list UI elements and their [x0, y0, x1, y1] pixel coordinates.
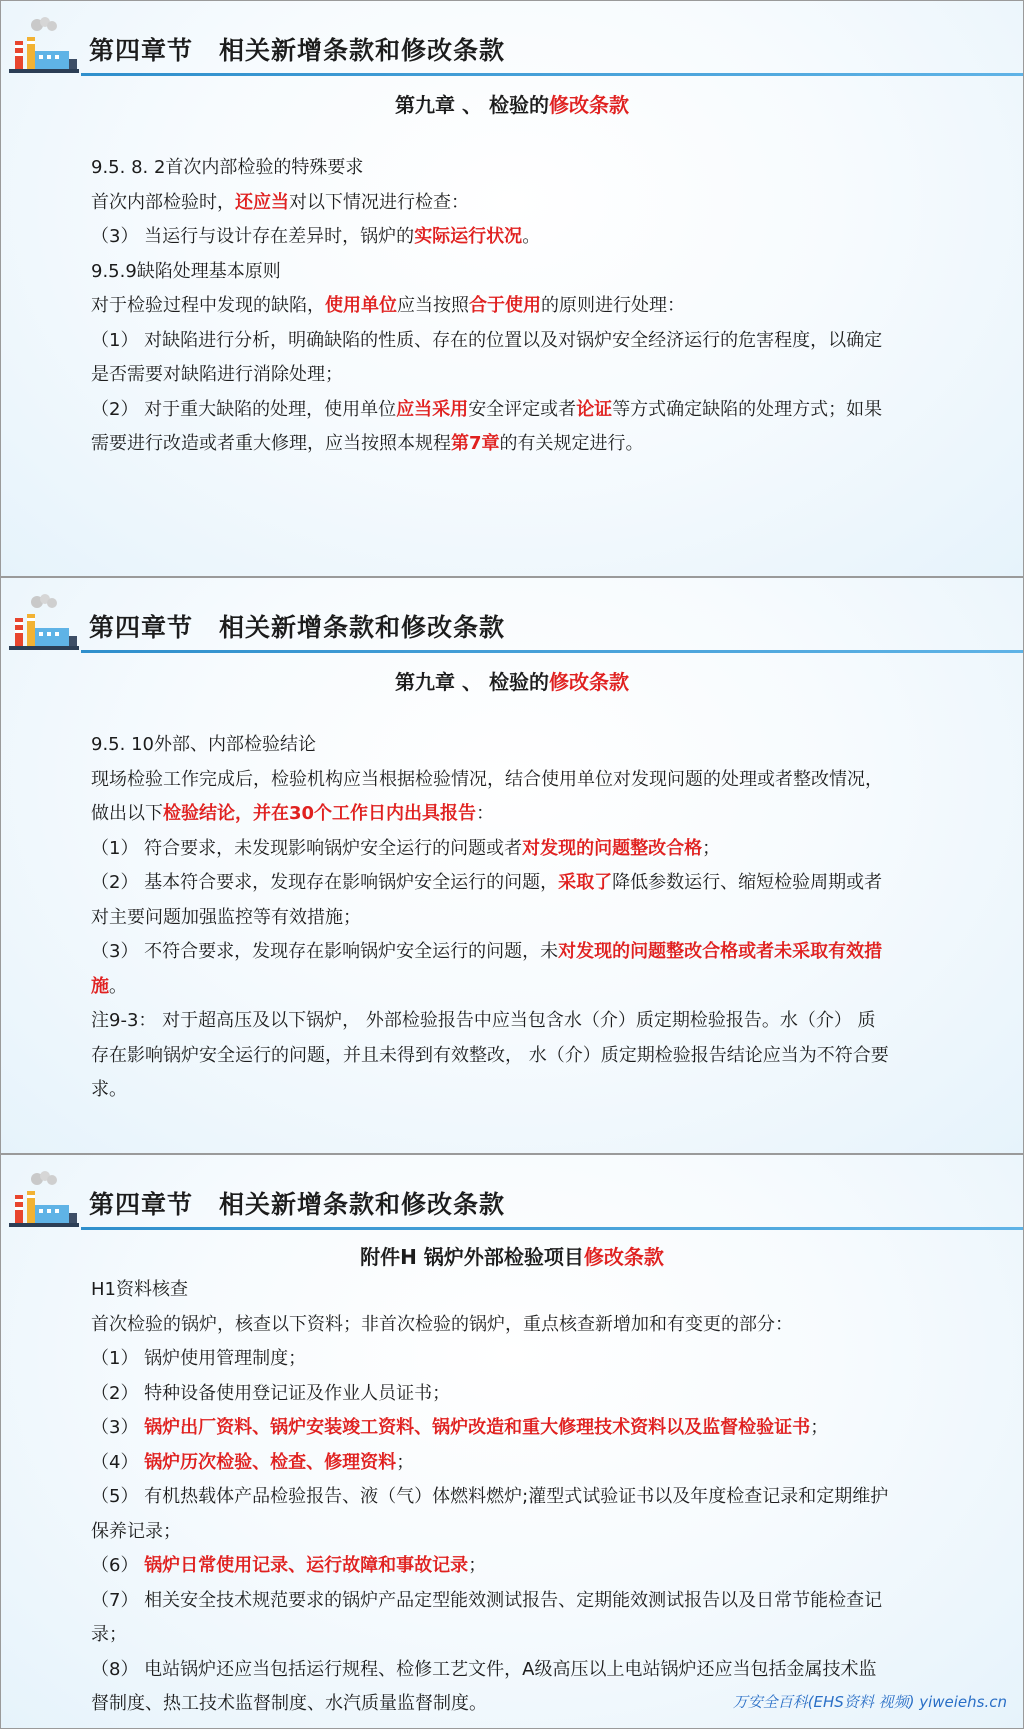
text-line — [91, 393, 941, 428]
text-line — [91, 427, 941, 462]
text-segment: H1资料核查 — [91, 1279, 188, 1300]
highlighted-text: 对发现的问题整改合格 — [522, 837, 703, 859]
watermark: 万安全百科(EHS资料 视频) yiweiehs.cn — [732, 1693, 1007, 1711]
highlighted-text: 应当采用 — [396, 398, 469, 420]
text-line — [91, 1584, 941, 1619]
text-segment: 现场检验工作完成后，检验机构应当根据检验情况，结合使用单位对发现问题的处理或者整改情况， — [91, 768, 883, 790]
text-segment: （1） 锅炉使用管理制度； — [91, 1348, 307, 1369]
text-segment: 9.5. 8. 2首次内部检验的特殊要求 — [91, 157, 364, 178]
header-divider — [81, 650, 1023, 653]
section-title: 第四章节 相关新增条款和修改条款 — [89, 1190, 506, 1219]
text-segment: 9.5.9缺陷处理基本原则 — [91, 260, 281, 282]
highlighted-text: 锅炉出厂资料、锅炉安装竣工资料、锅炉改造和重大修理技术资料以及监督检验证书 — [144, 1417, 811, 1438]
text-line — [91, 728, 941, 763]
section-title: 第四章节 相关新增条款和修改条款 — [89, 613, 506, 642]
text-line — [91, 1273, 941, 1308]
highlighted-text: 锅炉历次检验、检查、修理资料 — [144, 1451, 397, 1473]
text-segment: 首次检验的锅炉，核查以下资料；非首次检验的锅炉，重点核查新增加和有变更的部分： — [91, 1313, 793, 1335]
slide-3 — [0, 1154, 1024, 1729]
text-segment: 录； — [91, 1624, 127, 1645]
text-segment: 求。 — [91, 1079, 127, 1100]
text-segment: ； — [396, 1451, 415, 1473]
text-segment: （3） 不符合要求，发现存在影响锅炉安全运行的问题，未 — [91, 941, 559, 962]
text-line — [91, 1549, 941, 1584]
text-segment: 是否需要对缺陷进行消除处理； — [91, 364, 343, 385]
text-segment: （2） 对于重大缺陷的处理，使用单位 — [91, 398, 397, 420]
highlighted-text: 第7章 — [451, 433, 500, 454]
text-line — [91, 1515, 941, 1550]
text-segment: 的原则进行处理： — [541, 295, 685, 316]
text-line — [91, 832, 941, 867]
text-segment: 注9-3： 对于超高压及以下锅炉， 外部检验报告中应当包含水（介）质定期检验报告。水（介） 质 — [91, 1010, 876, 1031]
text-segment: 做出以下 — [91, 803, 163, 824]
slide-1 — [0, 0, 1024, 577]
text-line — [91, 1480, 941, 1515]
text-line — [91, 1411, 941, 1446]
text-segment: 对以下情况进行检查： — [289, 191, 469, 213]
header-divider — [81, 73, 1023, 76]
highlighted-text: 采取了 — [558, 872, 613, 893]
text-segment: （2） 特种设备使用登记证及作业人员证书； — [91, 1382, 451, 1404]
text-segment: （5） 有机热载体产品检验报告、液（气）体燃料燃炉;灌型式试验证书以及年度检查记录和定期维护 — [91, 1486, 889, 1507]
text-segment: ； — [810, 1417, 829, 1438]
text-line — [91, 1308, 941, 1343]
text-segment: 等方式确定缺陷的处理方式；如果 — [612, 398, 883, 420]
text-line — [91, 866, 941, 901]
factory-logo-icon — [7, 15, 79, 77]
text-line — [91, 797, 941, 832]
highlighted-text: 还应当 — [235, 191, 289, 213]
text-segment: （4） — [91, 1451, 145, 1473]
text-line — [91, 901, 941, 936]
text-segment: （1） 符合要求，未发现影响锅炉安全运行的问题或者 — [91, 837, 523, 859]
text-line — [91, 151, 941, 186]
highlighted-text: 检验结论，并在30个工作日内出具报告 — [163, 803, 477, 824]
text-line — [91, 1073, 941, 1108]
slide-body — [91, 1273, 941, 1722]
text-line — [91, 358, 941, 393]
text-segment: 对主要问题加强监控等有效措施； — [91, 906, 361, 928]
text-line — [91, 935, 941, 970]
text-line — [91, 289, 941, 324]
highlighted-text: 施 — [91, 975, 109, 997]
text-segment: （2） 基本符合要求，发现存在影响锅炉安全运行的问题， — [91, 872, 559, 893]
highlighted-text: 使用单位 — [325, 295, 397, 316]
text-segment: 督制度、热工技术监督制度、水汽质量监督制度。 — [91, 1693, 487, 1714]
section-title: 第四章节 相关新增条款和修改条款 — [89, 36, 506, 65]
text-segment: 存在影响锅炉安全运行的问题，并且未得到有效整改， 水（介）质定期检验报告结论应当为不符合要 — [91, 1044, 889, 1066]
highlighted-text: 对发现的问题整改合格或者未采取有效措 — [558, 941, 883, 962]
text-segment: 需要进行改造或者重大修理，应当按照本规程 — [91, 433, 451, 454]
text-line — [91, 220, 941, 255]
text-segment: 9.5. 10外部、内部检验结论 — [91, 734, 316, 755]
text-segment: （1） 对缺陷进行分析，明确缺陷的性质、存在的位置以及对锅炉安全经济运行的危害程度，以确定 — [91, 329, 883, 351]
text-segment: 保养记录； — [91, 1520, 181, 1542]
text-line — [91, 324, 941, 359]
text-line — [91, 255, 941, 290]
highlighted-text: 实际运行状况 — [414, 226, 523, 247]
text-segment: 安全评定或者 — [468, 398, 577, 420]
text-segment: ： — [476, 803, 495, 824]
text-segment: 的有关规定进行。 — [499, 433, 644, 454]
text-segment: （3） — [91, 1417, 145, 1438]
text-segment: （8） 电站锅炉还应当包括运行规程、检修工艺文件，A级高压以上电站锅炉还应当包括金属技术监 — [91, 1658, 877, 1680]
slide-body — [91, 151, 941, 462]
text-line — [91, 1039, 941, 1074]
text-line — [91, 186, 941, 221]
header-divider — [81, 1227, 1023, 1230]
text-line — [91, 1377, 941, 1412]
text-line — [91, 1618, 941, 1653]
text-segment: （7） 相关安全技术规范要求的锅炉产品定型能效测试报告、定期能效测试报告以及日常节能检查记 — [91, 1589, 883, 1611]
text-segment: 首次内部检验时， — [91, 191, 235, 213]
slide-subtitle: 第九章 、 检验的修改条款 — [395, 93, 629, 117]
slide-subtitle: 附件H 锅炉外部检验项目修改条款 — [360, 1245, 664, 1269]
text-segment: 。 — [109, 975, 127, 997]
highlighted-text: 锅炉日常使用记录、运行故障和事故记录 — [144, 1555, 469, 1576]
text-line — [91, 1342, 941, 1377]
text-segment: 应当按照 — [397, 295, 469, 316]
factory-logo-icon — [7, 592, 79, 654]
text-segment: 对于检验过程中发现的缺陷， — [91, 295, 325, 316]
text-segment: （6） — [91, 1555, 145, 1576]
highlighted-text: 论证 — [576, 398, 613, 420]
text-line — [91, 1004, 941, 1039]
text-segment: （3） 当运行与设计存在差异时，锅炉的 — [91, 226, 415, 247]
factory-logo-icon — [7, 1169, 79, 1231]
text-line — [91, 970, 941, 1005]
slide-subtitle: 第九章 、 检验的修改条款 — [395, 670, 629, 694]
text-segment: ； — [468, 1555, 487, 1576]
text-segment: ； — [702, 837, 721, 859]
text-line — [91, 1653, 941, 1688]
text-segment: 。 — [522, 226, 541, 247]
text-line — [91, 1446, 941, 1481]
slide-2 — [0, 577, 1024, 1154]
highlighted-text: 合于使用 — [469, 295, 541, 316]
slide-body — [91, 728, 941, 1108]
text-segment: 降低参数运行、缩短检验周期或者 — [612, 872, 883, 893]
text-line — [91, 763, 941, 798]
